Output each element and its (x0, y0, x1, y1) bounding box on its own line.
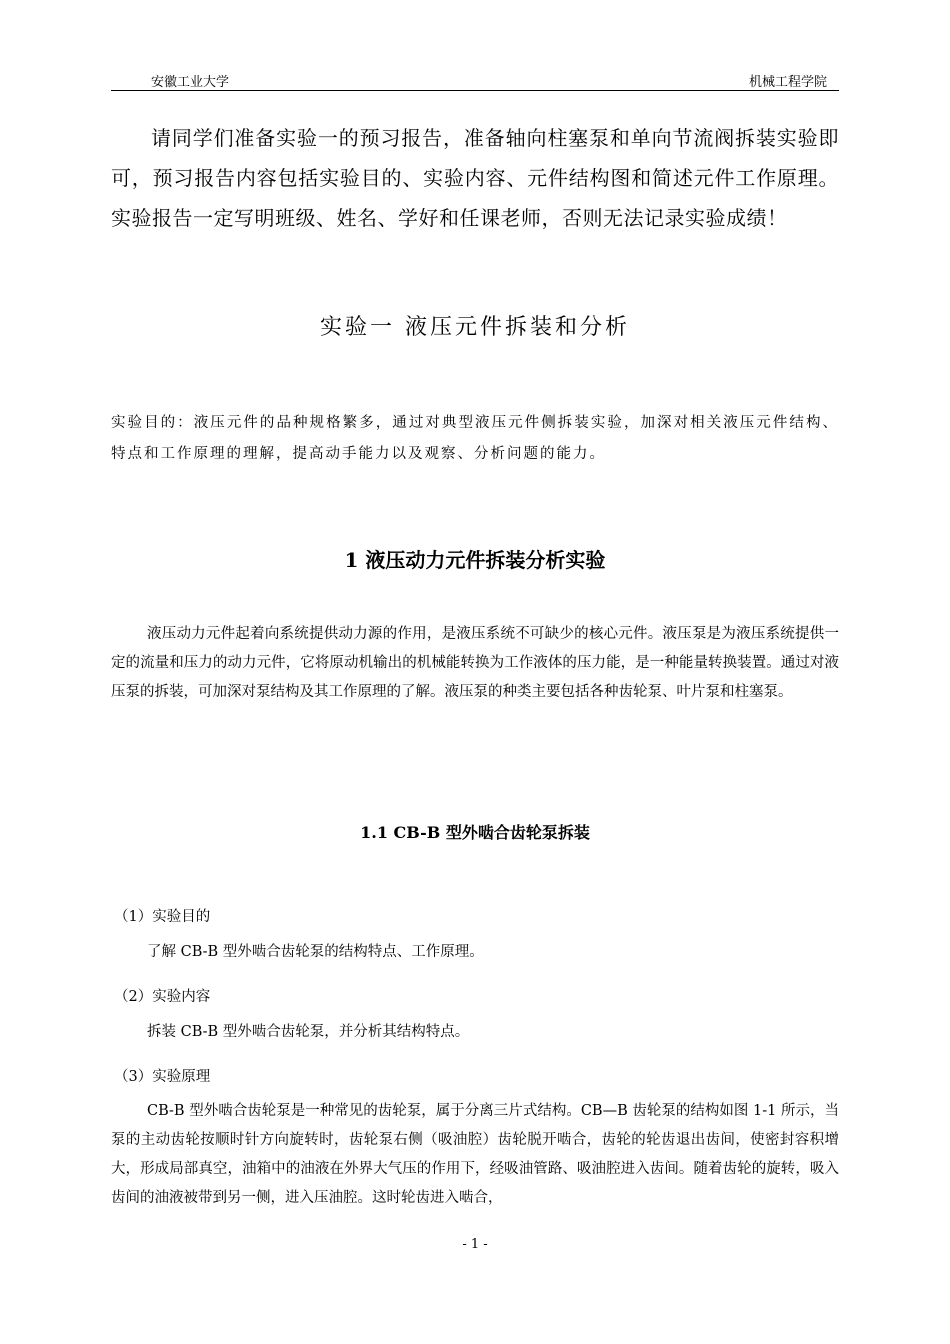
item-label-content: （2）实验内容 (114, 989, 211, 1005)
header-university: 安徽工业大学 (151, 75, 230, 90)
intro-notice (111, 118, 839, 238)
experiment-purpose (111, 408, 839, 470)
section-1-heading: 1 液压动力元件拆装分析实验 (344, 548, 606, 572)
section-1-body (111, 620, 839, 707)
item-label-principle: （3）实验原理 (114, 1069, 211, 1085)
page-header (111, 68, 839, 91)
experiment-title: 实验一 液压元件拆装和分析 (320, 315, 630, 340)
purpose-paragraph: 实验目的：液压元件的品种规格繁多，通过对典型液压元件侧拆装实验，加深对相关液压元件结构、特点和工作原理的理解，提高动手能力以及观察、分析问题的能力。 (111, 415, 839, 462)
principle-body (111, 1097, 839, 1213)
section-1-paragraph: 液压动力元件起着向系统提供动力源的作用，是液压系统不可缺少的核心元件。液压泵是为液压系统提供一定的流量和压力的动力元件，它将原动机输出的机械能转换为工作液体的压力能，是一种能量转换装置。通过对液压泵的拆装，可加深对泵结构及其工作原理的了解。液压泵的种类主要包括各种齿轮泵、叶片泵和柱塞泵。 (111, 626, 839, 700)
item-body-purpose: 了解 CB-B 型外啮合齿轮泵的结构特点、工作原理。 (147, 944, 484, 960)
section-1-1-heading: 1.1 CB-B 型外啮合齿轮泵拆装 (360, 823, 590, 842)
principle-paragraph: CB-B 型外啮合齿轮泵是一种常见的齿轮泵，属于分离三片式结构。CB—B 齿轮泵的结构如图 1-1 所示，当泵的主动齿轮按顺时针方向旋转时，齿轮泵右侧（吸油腔）齿轮脱开啮合，齿轮的轮齿退出齿间，使密封容积增大，形成局部真空，油箱中的油液在外界大气压的作用下，经吸油管路、吸油腔进入齿间。随着齿轮的旋转，吸入齿间的油液被带到另一侧，进入压油腔。这时轮齿进入啮合， (111, 1103, 839, 1206)
intro-paragraph: 请同学们准备实验一的预习报告，准备轴向柱塞泵和单向节流阀拆装实验即可，预习报告内容包括实验目的、实验内容、元件结构图和简述元件工作原理。实验报告一定写明班级、姓名、学好和任课老师，否则无法记录实验成绩！ (111, 126, 839, 230)
page-number: - 1 - (462, 1237, 488, 1252)
item-body-content: 拆装 CB-B 型外啮合齿轮泵，并分析其结构特点。 (147, 1024, 470, 1040)
header-school: 机械工程学院 (748, 75, 827, 90)
item-label-purpose: （1）实验目的 (114, 909, 211, 925)
